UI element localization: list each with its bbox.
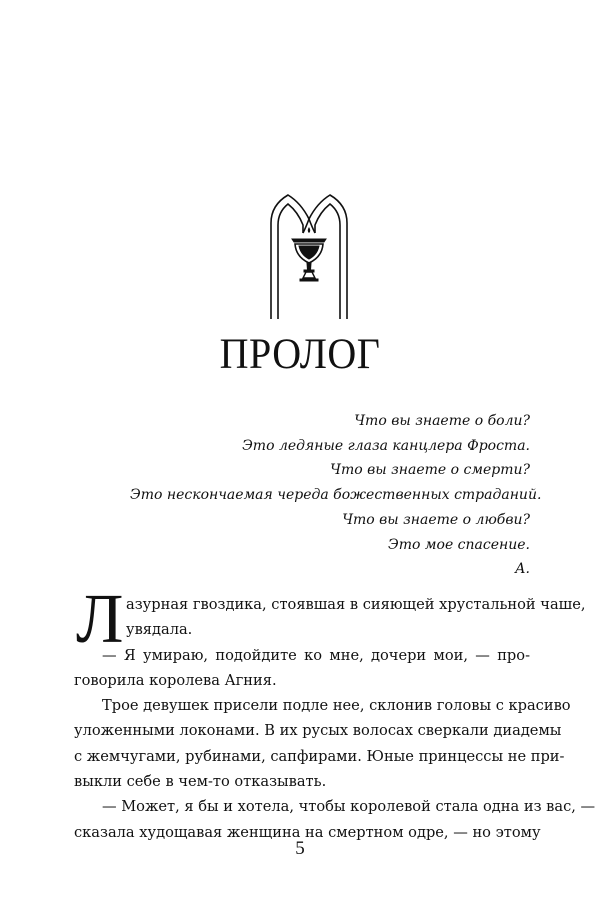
gothic-arch-chalice-icon	[268, 193, 350, 319]
epigraph-line: Это нескончаемая череда божественных страданий.	[130, 487, 542, 504]
epigraph-line: Это ледяные глаза канцлера Фроста.	[242, 437, 530, 454]
body-line: выкли себе в чем-то отказывать.	[74, 773, 327, 791]
body-line: сказала худощавая женщина на смертном одре, — но этому	[74, 823, 541, 841]
body-line: — Может, я бы и хотела, чтобы королевой стала одна из вас, —	[102, 798, 596, 816]
body-line: Трое девушек присели подле нее, склонив головы с красиво	[102, 697, 571, 715]
chapter-title: ПРОЛОГ	[219, 329, 381, 378]
body-line: азурная гвоздика, стоявшая в сияющей хрустальной чаше,	[126, 596, 586, 613]
body-line: говорила королева Агния.	[74, 671, 277, 689]
page-number: 5	[295, 838, 305, 859]
drop-cap: Л	[76, 581, 124, 658]
epigraph-line: Что вы знаете о боли?	[354, 413, 530, 429]
body-line: уложенными локонами. В их русых волосах сверкали диадемы	[74, 722, 562, 740]
body-text	[74, 581, 596, 845]
epigraph	[130, 409, 542, 582]
epigraph-line: Что вы знаете о любви?	[342, 511, 530, 528]
body-line: с жемчугами, рубинами, сапфирами. Юные принцессы не при-	[74, 747, 565, 765]
body-line: увядала.	[126, 621, 193, 639]
body-line: — Я умираю, подойдите ко мне, дочери мои, — про-	[102, 646, 530, 664]
epigraph-signature: А.	[514, 561, 530, 578]
epigraph-line: Это мое спасение.	[388, 536, 530, 553]
epigraph-line: Что вы знаете о смерти?	[330, 462, 530, 479]
